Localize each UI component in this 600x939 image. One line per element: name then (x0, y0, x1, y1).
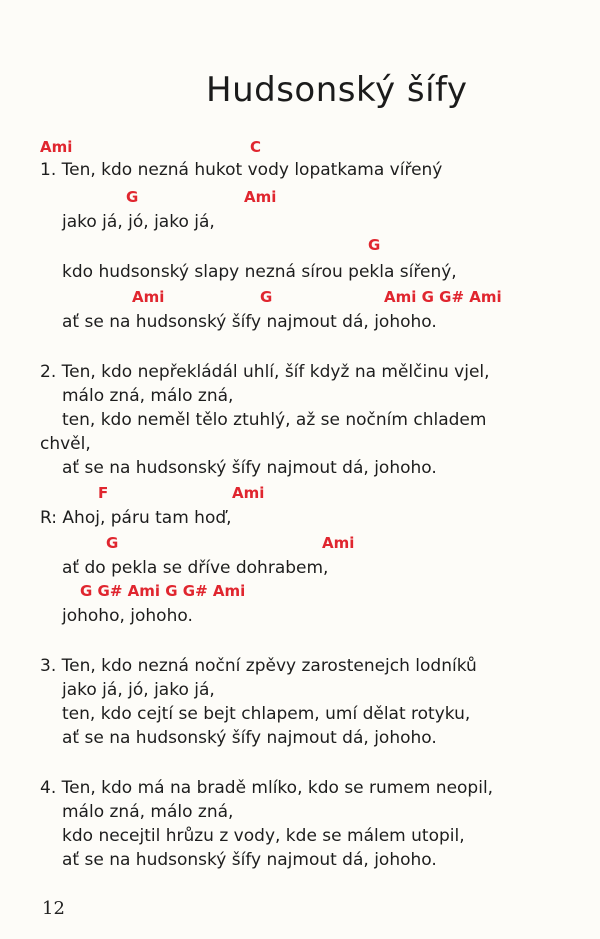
lyric-line: málo zná, málo zná, (62, 386, 234, 406)
lyric-line: 2. Ten, kdo nepřekládál uhlí, šíf když na mělčinu vjel, (40, 362, 490, 382)
lyric-line: ať do pekla se dříve dohrabem, (62, 558, 329, 578)
chord: Ami (232, 484, 265, 502)
lyric-line: ten, kdo neměl tělo ztuhlý, až se nočním chladem (62, 410, 487, 430)
lyric-line: jako já, jó, jako já, (62, 212, 215, 232)
lyric-line: ten, kdo cejtí se bejt chlapem, umí dělat rotyku, (62, 704, 471, 724)
chord: F (98, 484, 109, 502)
song-title: Hudsonský šífy (206, 70, 468, 110)
chord: G (260, 288, 273, 306)
lyric-line: johoho, johoho. (62, 606, 193, 626)
chord: G (368, 236, 381, 254)
chord: Ami G G# Ami (384, 288, 502, 306)
chord: Ami (322, 534, 355, 552)
lyric-line: 1. Ten, kdo nezná hukot vody lopatkama vířený (40, 160, 443, 180)
chord: Ami (244, 188, 277, 206)
chord: G (126, 188, 139, 206)
chord: C (250, 138, 262, 156)
lyric-line: ať se na hudsonský šífy najmout dá, johoho. (62, 312, 437, 332)
lyric-line: R: Ahoj, páru tam hoď, (40, 508, 232, 528)
chord: G G# Ami G G# Ami (80, 582, 246, 600)
lyric-line: málo zná, málo zná, (62, 802, 234, 822)
lyric-line: ať se na hudsonský šífy najmout dá, johoho. (62, 728, 437, 748)
lyric-line: chvěl, (40, 434, 91, 454)
lyric-line: 3. Ten, kdo nezná noční zpěvy zarostenejch lodníků (40, 656, 477, 676)
lyric-line: ať se na hudsonský šífy najmout dá, johoho. (62, 458, 437, 478)
lyric-line: kdo necejtil hrůzu z vody, kde se málem utopil, (62, 826, 465, 846)
chord: G (106, 534, 119, 552)
lyric-line: ať se na hudsonský šífy najmout dá, johoho. (62, 850, 437, 870)
lyric-line: 4. Ten, kdo má na bradě mlíko, kdo se rumem neopil, (40, 778, 494, 798)
lyric-line: jako já, jó, jako já, (62, 680, 215, 700)
chord: Ami (40, 138, 73, 156)
page-number: 12 (42, 898, 65, 919)
chord: Ami (132, 288, 165, 306)
lyric-line: kdo hudsonský slapy nezná sírou pekla sířený, (62, 262, 457, 282)
